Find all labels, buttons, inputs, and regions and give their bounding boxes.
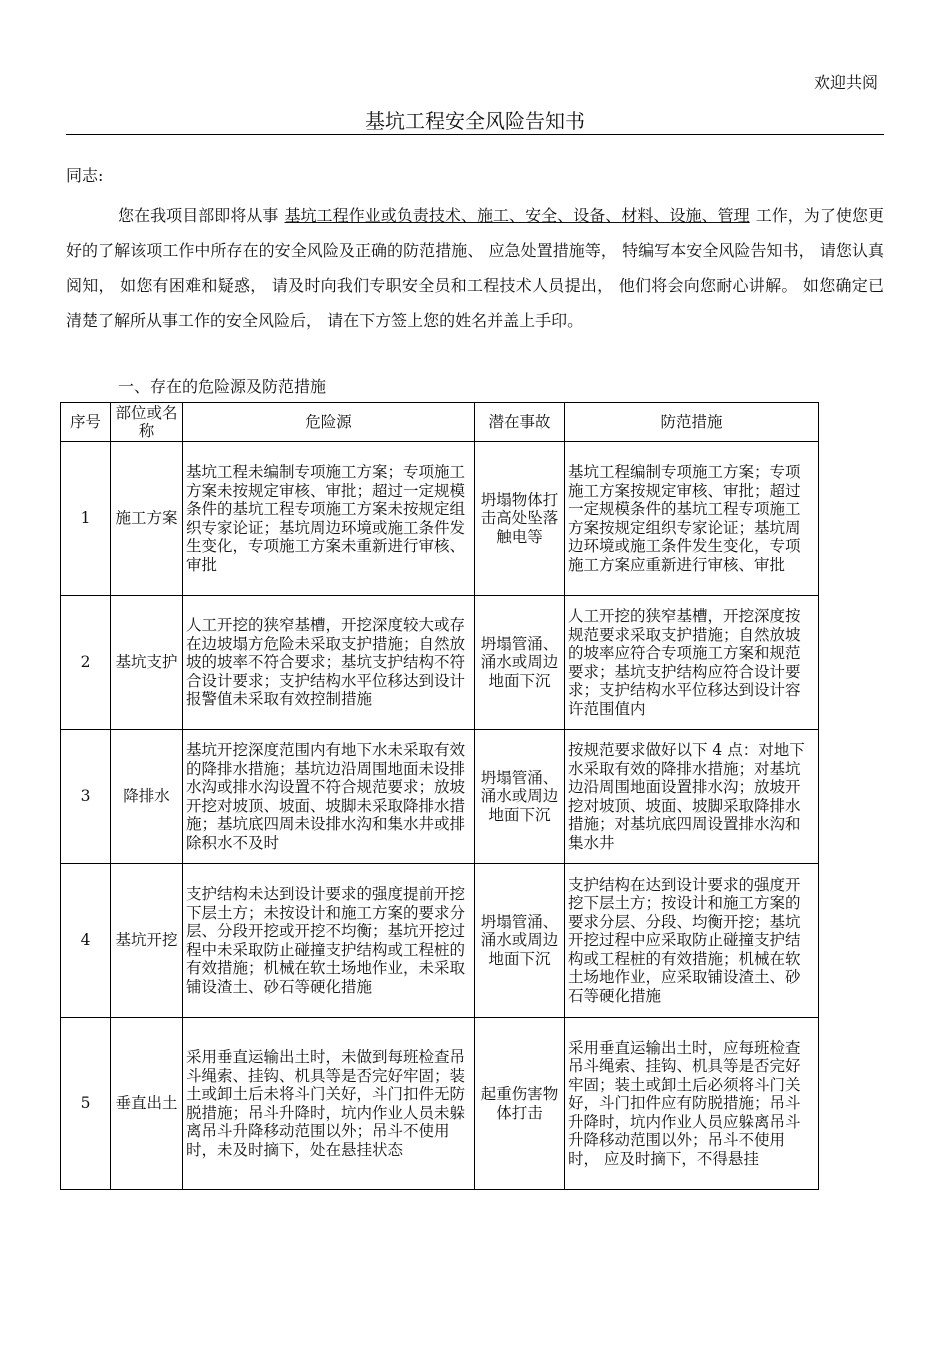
table-row <box>61 596 819 730</box>
row-part: 垂直出土 <box>111 1018 183 1190</box>
header-accident: 潜在事故 <box>475 403 565 442</box>
table-row <box>61 864 819 1018</box>
row-hazard: 采用垂直运输出土时，未做到每班检查吊斗绳索、挂钩、机具等是否完好牢固；装土或卸土后未将斗门关好，斗门扣件无防脱措施；吊斗升降时，坑内作业人员未躲离吊斗升降移动范围以外；吊斗不使用时，未及时摘下，处在悬挂状态 <box>183 1018 475 1190</box>
row-measure: 基坑工程编制专项施工方案；专项施工方案按规定审核、审批；超过一定规模条件的基坑工程专项施工方案按规定组织专家论证；基坑周边环境或施工条件发生变化，专项施工方案应重新进行审核、审批 <box>565 442 819 596</box>
row-part: 基坑开挖 <box>111 864 183 1018</box>
row-measure: 人工开挖的狭窄基槽，开挖深度按规范要求采取支护措施；自然放坡的坡率应符合专项施工方案和规范要求；基坑支护结构应符合设计要求；支护结构水平位移达到设计容许范围值内 <box>565 596 819 730</box>
document-title-text: 基坑工程安全风险告知书 <box>365 109 585 133</box>
row-part: 降排水 <box>111 730 183 864</box>
header-hazard: 危险源 <box>183 403 475 442</box>
row-hazard: 基坑工程未编制专项施工方案；专项施工方案未按规定审核、审批；超过一定规模条件的基坑工程专项施工方案未按规定组织专家论证；基坑周边环境或施工条件发生变化，专项施工方案未重新进行审核、审批 <box>183 442 475 596</box>
header-note: 欢迎共阅 <box>813 73 878 92</box>
row-no: 4 <box>61 864 111 1018</box>
intro-paragraph <box>66 198 884 338</box>
intro-before: 您在我项目部即将从事 <box>118 206 279 225</box>
header-no: 序号 <box>61 403 111 442</box>
row-accident: 坍塌管涌、涌水或周边地面下沉 <box>475 730 565 864</box>
table-row <box>61 442 819 596</box>
row-hazard: 人工开挖的狭窄基槽，开挖深度较大或存在边坡塌方危险未采取支护措施；自然放坡的坡率不符合要求；基坑支护结构不符合设计要求；支护结构水平位移达到设计报警值未采取有效控制措施 <box>183 596 475 730</box>
row-part: 施工方案 <box>111 442 183 596</box>
row-accident: 起重伤害物体打击 <box>475 1018 565 1190</box>
row-accident: 坍塌管涌、涌水或周边地面下沉 <box>475 596 565 730</box>
row-hazard: 支护结构未达到设计要求的强度提前开挖下层土方；未按设计和施工方案的要求分层、分段开挖或开挖不均衡；基坑开挖过程中未采取防止碰撞支护结构或工程桩的有效措施；机械在软土场地作业，未采取铺设渣土、砂石等硬化措施 <box>183 864 475 1018</box>
document-title <box>66 108 884 135</box>
row-measure: 按规范要求做好以下 4 点：对地下水采取有效的降排水措施；对基坑边沿周围地面设置排水沟；放坡开挖对坡顶、坡面、坡脚采取降排水措施；对基坑底四周设置排水沟和集水井 <box>565 730 819 864</box>
header-part: 部位或名称 <box>111 403 183 442</box>
row-accident: 坍塌物体打击高处坠落触电等 <box>475 442 565 596</box>
table-header-row <box>61 403 819 442</box>
row-no: 5 <box>61 1018 111 1190</box>
row-no: 3 <box>61 730 111 864</box>
intro-underlined-role: 基坑工程作业或负责技术、施工、安全、设备、材料、设施、管理 <box>284 206 750 225</box>
greeting: 同志: <box>66 166 104 185</box>
row-measure: 采用垂直运输出土时，应每班检查吊斗绳索、挂钩、机具等是否完好牢固；装土或卸土后必须将斗门关好，斗门扣件应有防脱措施；吊斗升降时，坑内作业人员应躲离吊斗升降移动范围以外；吊斗不使用时， 应及时摘下，不得悬挂 <box>565 1018 819 1190</box>
header-measure: 防范措施 <box>565 403 819 442</box>
table-row <box>61 730 819 864</box>
row-no: 2 <box>61 596 111 730</box>
row-no: 1 <box>61 442 111 596</box>
row-hazard: 基坑开挖深度范围内有地下水未采取有效的降排水措施；基坑边沿周围地面未设排水沟或排水沟设置不符合规范要求；放坡开挖对坡顶、坡面、坡脚未采取降排水措施；基坑底四周未设排水沟和集水井或排除积水不及时 <box>183 730 475 864</box>
row-part: 基坑支护 <box>111 596 183 730</box>
intro-after: 工作，为了使您更好的了解该项工作中所存在的安全风险及正确的防范措施、 应急处置措施等， 特编写本安全风险告知书， 请您认真阅知， 如您有困难和疑惑， 请及时向我们专职安全员和工程技术人员提出， 他们将会向您耐心讲解。 如您确定已清楚了解所从事工作的安全风险后， 请在下方签上您的姓名并盖上手印。 <box>66 206 884 330</box>
risk-table <box>60 402 819 1190</box>
section-heading: 一、存在的危险源及防范措施 <box>118 377 327 396</box>
row-accident: 坍塌管涌、涌水或周边地面下沉 <box>475 864 565 1018</box>
table-row <box>61 1018 819 1190</box>
row-measure: 支护结构在达到设计要求的强度开挖下层土方；按设计和施工方案的要求分层、分段、均衡开挖；基坑开挖过程中应采取防止碰撞支护结构或工程桩的有效措施；机械在软土场地作业，应采取铺设渣土、砂石等硬化措施 <box>565 864 819 1018</box>
